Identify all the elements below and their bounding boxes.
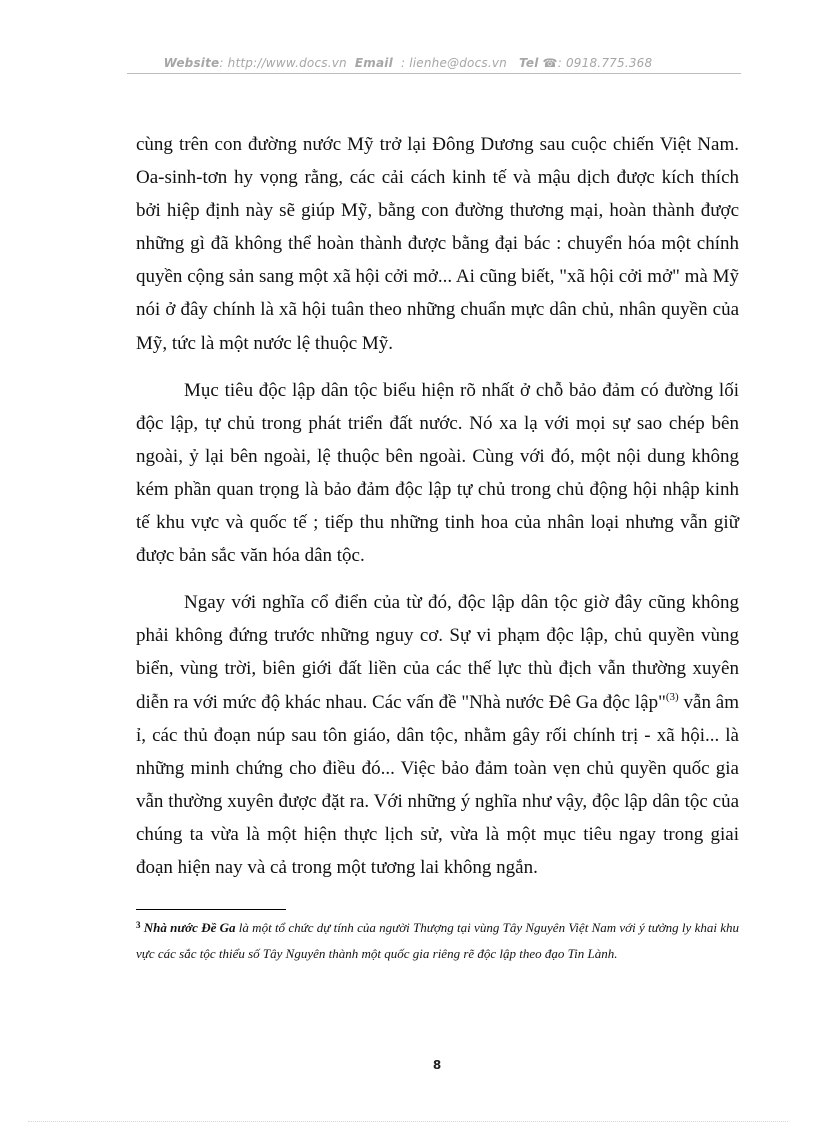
website-label: Website [163, 56, 220, 70]
paragraph-3-start: Ngay với nghĩa cổ điển của từ đó, độc lập dân tộc giờ đây cũng không phải không đứng trước những nguy cơ. Sự vi phạm độc lập, chủ quyền vùng biển, vùng trời, biên giới đất liền của các thế lực thù địch vẫn thường xuyên diễn ra với mức độ khác nhau. Các vấn đề "Nhà nước Đê Ga độc lập" [136, 592, 739, 713]
paragraph-3-end: vẫn âm ỉ, các thủ đoạn núp sau tôn giáo, dân tộc, nhằm gây rối chính trị - xã hội... là những minh chứng cho điều đó... Việc bảo đảm toàn vẹn chủ quyền quốc gia vẫn thường xuyên được đặt ra. Với những ý nghĩa như vậy, độc lập dân tộc của chúng ta vừa là một hiện thực lịch sử, vừa là một mục tiêu ngay trong giai đoạn hiện nay và cả trong một tương lai không ngắn. [136, 691, 739, 878]
page-bottom-border [28, 1121, 788, 1122]
header-divider [127, 73, 741, 74]
email-label: Email [354, 56, 393, 70]
main-text [136, 128, 739, 884]
email-value: : lienhe@docs.vn [400, 56, 507, 70]
page-number: 8 [432, 1058, 442, 1072]
footnote-mark: 3 [136, 920, 141, 930]
paragraph-2: Mục tiêu độc lập dân tộc biểu hiện rõ nhất ở chỗ bảo đảm có đường lối độc lập, tự chủ trong phát triển đất nước. Nó xa lạ với mọi sự sao chép bên ngoài, ỷ lại bên ngoài, lệ thuộc bên ngoài. Cùng với đó, một nội dung không kém phần quan trọng là bảo đảm độc lập tự chủ trong chủ động hội nhập kinh tế khu vực và quốc tế ; tiếp thu những tinh hoa của nhân loại nhưng vẫn giữ được bản sắc văn hóa dân tộc. [136, 379, 739, 567]
footnote-term: Nhà nước Đề Ga [143, 920, 236, 935]
footnote-text: là một tổ chức dự tính của người Thượng tại vùng Tây Nguyên Việt Nam với ý tưởng ly khai khu vực các sắc tộc thiểu số Tây Nguyên thành một quốc gia riêng rẽ độc lập theo đạo Tin Lành. [136, 920, 740, 961]
paragraph-3 [136, 586, 739, 884]
paragraph-1: cùng trên con đường nước Mỹ trở lại Đông Dương sau cuộc chiến Việt Nam. Oa-sinh-tơn hy vọng rằng, các cải cách kinh tế và mậu dịch được kích thích bởi hiệp định này sẽ giúp Mỹ, bằng con đường thương mại, hoàn thành được những gì đã không thể hoàn thành được bằng đại bác : chuyển hóa một chính quyền cộng sản sang một xã hội cởi mở... Ai cũng biết, "xã hội cởi mở" mà Mỹ nói ở đây chính là xã hội tuân theo những chuẩn mực dân chủ, nhân quyền của Mỹ, tức là một nước lệ thuộc Mỹ. [136, 134, 739, 354]
tel-value: : 0918.775.368 [557, 56, 653, 70]
website-value: : http://www.docs.vn [219, 56, 347, 70]
footnote-reference[interactable]: (3) [665, 690, 679, 703]
tel-label: Tel [519, 56, 539, 70]
footnote-divider [136, 909, 286, 910]
phone-icon: ☎ [542, 56, 558, 70]
page-header [0, 56, 816, 70]
footnote [136, 915, 739, 967]
